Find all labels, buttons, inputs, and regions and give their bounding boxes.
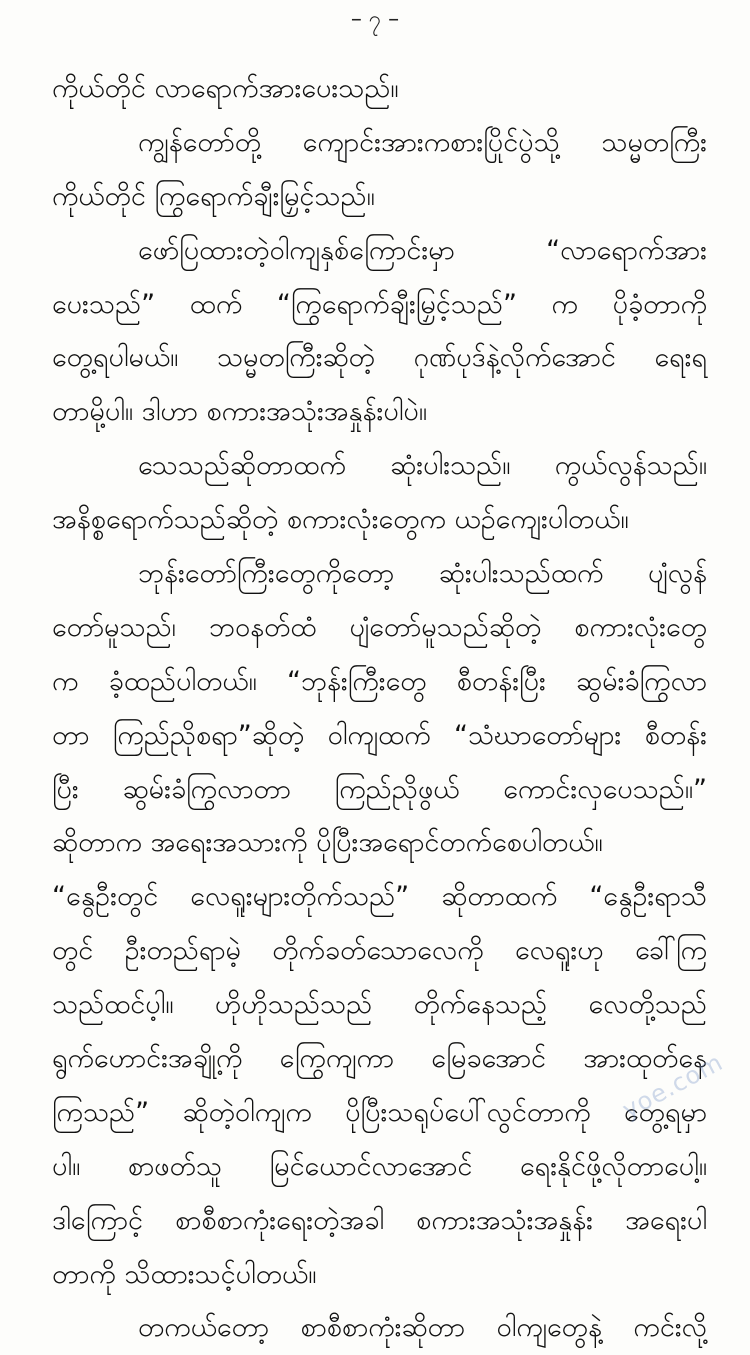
text-line: တွေ့ရပါမယ်။ သမ္မတကြီးဆိုတဲ့ ဂုဏ်ပုဒ်နဲ့လိုက်အောင် ရေးရ [52,342,707,374]
text-line: “နွေဦးတွင် လေရူးများတိုက်သည်” ဆိုတာထက် “နွေဦးရာသီ [52,881,707,913]
text-line: ပြီး ဆွမ်းခံကြွလာတာ ကြည်ညိုဖွယ် ကောင်းလှပေသည်။” [52,773,707,805]
text-line: တကယ်တော့ စာစီစာကုံးဆိုတာ ဝါကျတွေနဲ့ ကင်းလို့ [138,1312,707,1344]
text-line: တာ ကြည်ညိုစရာ”ဆိုတဲ့ ဝါကျထက် “သံဃာတော်များ စီတန်း [52,719,707,751]
watermark: yoe.com [618,1047,729,1125]
page-number: – ၇ – [350,7,400,32]
text-line: ဆိုတာက အရေးအသားကို ပိုပြီးအရောင်တက်စေပါတယ်။ [52,827,603,859]
text-line: အနိစ္စရောက်သည်ဆိုတဲ့ စကားလုံးတွေက ယဉ်ကျေးပါတယ်။ [52,504,629,536]
text-line: ဘုန်းတော်ကြီးတွေကိုတော့ ဆုံးပါးသည်ထက် ပျံလွန် [138,558,707,590]
text-line: သေသည်ဆိုတာထက် ဆုံးပါးသည်။ ကွယ်လွန်သည်။ [138,450,707,482]
text-line: ကျွန်တော်တို့ ကျောင်းအားကစားပြိုင်ပွဲသို့ သမ္မတကြီး [138,126,707,158]
text-line: ပေးသည်” ထက် “ကြွရောက်ချီးမြှင့်သည်” က ပိုခံ့တာကို [52,288,707,320]
text-line: ဒါကြောင့် စာစီစာကုံးရေးတဲ့အခါ စကားအသုံးအနှုန်း အရေးပါ [52,1204,707,1236]
text-line: တာကို သိထားသင့်ပါတယ်။ [52,1258,317,1290]
text-line: သည်ထင်ပ့ါ။ ဟိုဟိုသည်သည် တိုက်နေသည့် လေတို့သည် [52,989,707,1021]
text-line: ရွက်ဟောင်းအချို့ကို ကြွေကျကာ မြေခအောင် အားထုတ်နေ [52,1043,707,1075]
text-line: ကိုယ်တိုင် လာရောက်အားပေးသည်။ [52,73,399,104]
text-line: တော်မူသည်၊ ဘဝနတ်ထံ ပျံတော်မူသည်ဆိုတဲ့ စကားလုံးတွေ [52,611,707,643]
text-line: ကိုယ်တိုင် ကြွရောက်ချီးမြှင့်သည်။ [52,180,375,212]
text-line: ကြသည်” ဆိုတဲ့ဝါကျက ပိုပြီးသရုပ်ပေါ်လွင်တာကို တွေ့ရမှာ [52,1096,707,1128]
body-text [52,62,707,1355]
text-line: တွင် ဦးတည်ရာမဲ့ တိုက်ခတ်သောလေကို လေရူးဟု ခေါ်ကြ [52,935,707,967]
text-line: ပါ။ စာဖတ်သူ မြင်ယောင်လာအောင် ရေးနိုင်ဖို့လိုတာပေါ့။ [52,1150,707,1182]
text-line: ဖော်ပြထားတဲ့ဝါကျနှစ်ကြောင်းမှာ “လာရောက်အား [138,234,707,266]
text-line: က ခံ့ထည်ပါတယ်။ “ဘုန်းကြီးတွေ စီတန်းပြီး ဆွမ်းခံကြွလာ [52,665,707,697]
text-line: တာမို့ပါ။ ဒါဟာ စကားအသုံးအနှုန်းပါပဲ။ [52,396,427,428]
